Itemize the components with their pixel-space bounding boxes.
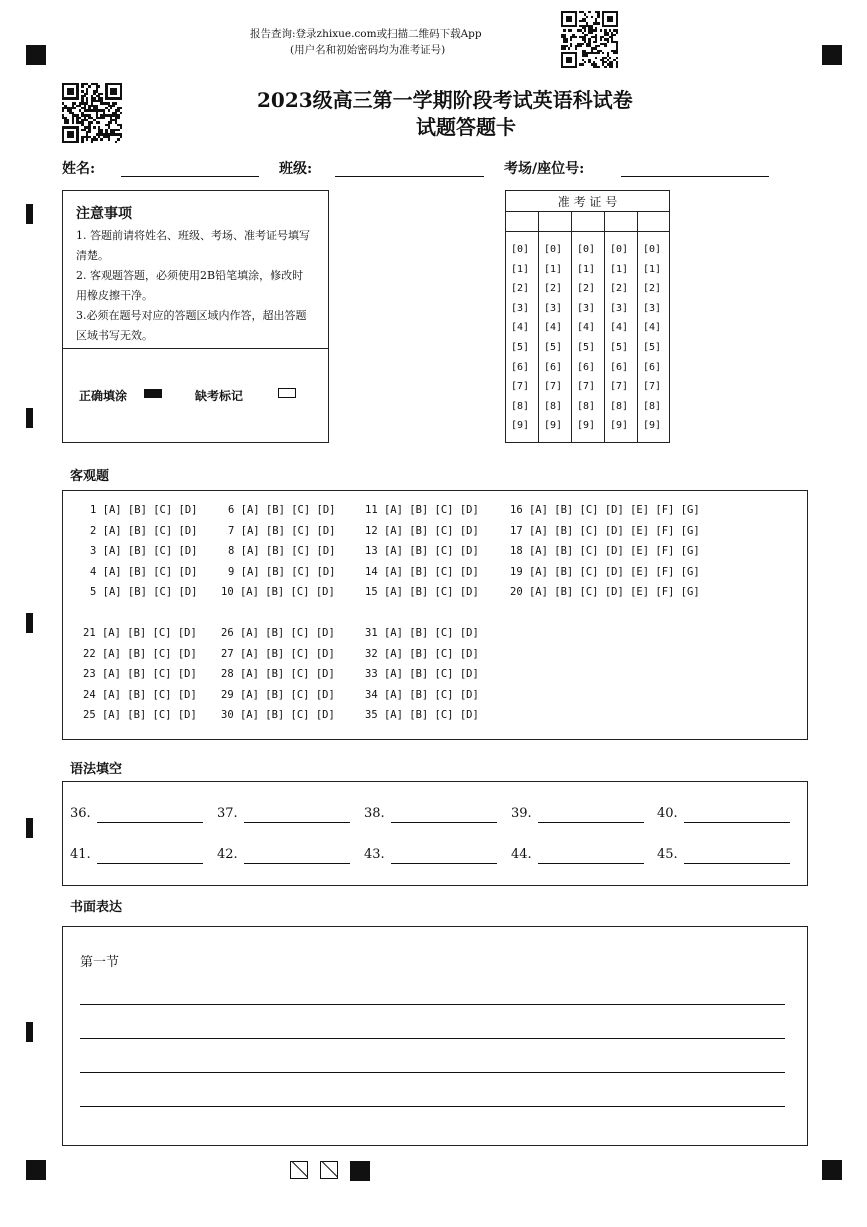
objective-question-row[interactable]: 24 [A] [B] [C] [D] (83, 688, 197, 701)
objective-question-row[interactable]: 8 [A] [B] [C] [D] (228, 545, 336, 558)
exam-id-digit-bubble[interactable]: [9] (577, 420, 596, 432)
exam-id-digit-bubble[interactable]: [9] (544, 420, 563, 432)
grammar-answer-line[interactable] (538, 863, 644, 864)
writing-line[interactable] (80, 1004, 785, 1005)
writing-section-label: 第一节 (80, 955, 120, 970)
grammar-question-number: 40. (657, 806, 678, 821)
exam-id-digit-bubble[interactable]: [9] (643, 420, 662, 432)
objective-question-row[interactable]: 35 [A] [B] [C] [D] (365, 709, 479, 722)
objective-question-row[interactable]: 4 [A] [B] [C] [D] (90, 565, 198, 578)
objective-question-row[interactable]: 12 [A] [B] [C] [D] (365, 524, 479, 537)
notice-item: 2. 客观题答题，必须使用2B铅笔填涂，修改时用橡皮擦干净。 (76, 269, 304, 302)
objective-question-row[interactable]: 30 [A] [B] [C] [D] (221, 709, 335, 722)
objective-box (62, 490, 808, 740)
objective-question-row[interactable]: 15 [A] [B] [C] [D] (365, 586, 479, 599)
exam-id-digit-bubble[interactable]: [4] (544, 322, 563, 334)
writing-line[interactable] (80, 1038, 785, 1039)
objective-question-row[interactable]: 25 [A] [B] [C] [D] (83, 709, 197, 722)
exam-id-digit-bubble[interactable]: [8] (577, 400, 596, 412)
exam-id-digit-bubble[interactable]: [7] (643, 381, 662, 393)
grammar-answer-line[interactable] (97, 822, 203, 823)
exam-id-digit-bubble[interactable]: [4] (610, 322, 629, 334)
exam-id-digit-bubble[interactable]: [4] (577, 322, 596, 334)
grammar-question-number: 41. (70, 847, 91, 862)
objective-question-row[interactable]: 6 [A] [B] [C] [D] (228, 504, 336, 516)
exam-id-digit-bubble[interactable]: [1] (643, 263, 662, 275)
grammar-answer-line[interactable] (538, 822, 644, 823)
grammar-question-number: 45. (657, 847, 678, 862)
objective-question-row[interactable]: 22 [A] [B] [C] [D] (83, 647, 197, 660)
exam-id-digit-bubble[interactable]: [9] (511, 420, 530, 432)
exam-id-digit-bubble[interactable]: [6] (610, 361, 629, 373)
side-mark-icon (26, 204, 33, 224)
exam-id-digit-bubble[interactable]: [6] (511, 361, 530, 373)
seat-field[interactable] (621, 176, 769, 177)
objective-question-row[interactable]: 13 [A] [B] [C] [D] (365, 545, 479, 558)
page-subtitle: 试题答题卡 (416, 115, 516, 139)
exam-id-digit-bubble[interactable]: [2] (643, 283, 662, 295)
exam-id-digit-bubble[interactable]: [7] (577, 381, 596, 393)
objective-question-row[interactable]: 18 [A] [B] [C] [D] [E] [F] [G] (510, 545, 700, 558)
objective-question-row[interactable]: 28 [A] [B] [C] [D] (221, 668, 335, 681)
objective-question-row[interactable]: 16 [A] [B] [C] [D] [E] [F] [G] (510, 504, 700, 516)
exam-id-digit-bubble[interactable]: [6] (544, 361, 563, 373)
exam-id-digit-bubble[interactable]: [3] (610, 302, 629, 314)
objective-question-row[interactable]: 20 [A] [B] [C] [D] [E] [F] [G] (510, 586, 700, 599)
exam-id-title: 准 考 证 号 (557, 195, 618, 209)
page-mark-slash-icon (290, 1161, 308, 1179)
page-title: 2023级高三第一学期阶段考试英语科试卷 (257, 88, 633, 112)
exam-id-digit-bubble[interactable]: [1] (544, 263, 563, 275)
objective-question-row[interactable]: 2 [A] [B] [C] [D] (90, 524, 198, 537)
notice-heading: 注意事项 (76, 206, 132, 222)
exam-id-digit-bubble[interactable]: [2] (577, 283, 596, 295)
exam-id-digit-bubble[interactable]: [6] (643, 361, 662, 373)
exam-id-column-divider (637, 211, 638, 442)
grammar-answer-line[interactable] (97, 863, 203, 864)
exam-id-digit-bubble[interactable]: [5] (544, 342, 563, 353)
writing-heading: 书面表达 (70, 900, 123, 915)
page-mark-filled-icon (350, 1161, 370, 1181)
objective-question-row[interactable]: 9 [A] [B] [C] [D] (228, 565, 336, 578)
absent-label: 缺考标记 (195, 389, 244, 403)
objective-question-row[interactable]: 21 [A] [B] [C] [D] (83, 627, 197, 639)
grammar-question-number: 36. (70, 806, 91, 821)
objective-question-row[interactable]: 31 [A] [B] [C] [D] (365, 627, 479, 639)
exam-id-digit-bubble[interactable]: [6] (577, 361, 596, 373)
exam-id-column-divider (571, 211, 572, 442)
notice-item: 1. 答题前请将姓名、班级、考场、准考证号填写清楚。 (76, 229, 310, 262)
exam-id-digit-bubble[interactable]: [0] (511, 244, 530, 255)
objective-question-row[interactable]: 23 [A] [B] [C] [D] (83, 668, 197, 681)
grammar-answer-line[interactable] (391, 863, 497, 864)
exam-id-digit-bubble[interactable]: [7] (544, 381, 563, 393)
seat-label: 考场/座位号: (504, 161, 585, 177)
notice-item: 3.必须在题号对应的答题区域内作答，超出答题区域书写无效。 (76, 309, 307, 342)
exam-id-digit-bubble[interactable]: [2] (511, 283, 530, 295)
objective-question-row[interactable]: 7 [A] [B] [C] [D] (228, 524, 336, 537)
notice-divider (63, 348, 328, 349)
page-mark-slash-icon (320, 1161, 338, 1179)
exam-id-digit-bubble[interactable]: [0] (577, 244, 596, 255)
grammar-box (62, 781, 808, 886)
correct-fill-label: 正确填涂 (79, 389, 128, 403)
grammar-answer-line[interactable] (244, 822, 350, 823)
exam-id-digit-bubble[interactable]: [2] (610, 283, 629, 295)
grammar-question-number: 38. (364, 806, 385, 821)
exam-id-digit-bubble[interactable]: [7] (511, 381, 530, 393)
exam-id-digit-bubble[interactable]: [0] (544, 244, 563, 255)
objective-question-row[interactable]: 26 [A] [B] [C] [D] (221, 627, 335, 639)
notice-box (62, 190, 329, 443)
objective-question-row[interactable]: 5 [A] [B] [C] [D] (90, 586, 198, 599)
side-mark-icon (26, 1022, 33, 1042)
grammar-question-number: 37. (217, 806, 238, 821)
writing-line[interactable] (80, 1106, 785, 1107)
qr-code-icon (62, 83, 122, 143)
grammar-answer-line[interactable] (391, 822, 497, 823)
exam-id-digit-bubble[interactable]: [1] (577, 263, 596, 275)
objective-question-row[interactable]: 33 [A] [B] [C] [D] (365, 668, 479, 681)
exam-id-box (505, 190, 670, 443)
objective-question-row[interactable]: 34 [A] [B] [C] [D] (365, 688, 479, 701)
correct-fill-sample-icon (144, 389, 162, 398)
exam-id-column-divider (604, 211, 605, 442)
objective-question-row[interactable]: 11 [A] [B] [C] [D] (365, 504, 479, 516)
objective-question-row[interactable]: 10 [A] [B] [C] [D] (221, 586, 335, 599)
grammar-answer-line[interactable] (244, 863, 350, 864)
objective-question-row[interactable]: 19 [A] [B] [C] [D] [E] [F] [G] (510, 565, 700, 578)
objective-question-row[interactable]: 3 [A] [B] [C] [D] (90, 545, 198, 558)
objective-question-row[interactable]: 1 [A] [B] [C] [D] (90, 504, 198, 516)
report-query-note: 报告查询:登录zhixue.com或扫描二维码下载App (250, 28, 482, 40)
objective-question-row[interactable]: 27 [A] [B] [C] [D] (221, 647, 335, 660)
name-label: 姓名: (62, 161, 96, 177)
exam-id-digit-bubble[interactable]: [4] (643, 322, 662, 334)
name-field[interactable] (121, 176, 259, 177)
grammar-answer-line[interactable] (684, 863, 790, 864)
exam-id-digit-bubble[interactable]: [5] (511, 342, 530, 353)
exam-id-digit-bubble[interactable]: [3] (643, 302, 662, 314)
credential-note: (用户名和初始密码均为准考证号) (290, 44, 446, 56)
exam-id-digit-bubble[interactable]: [5] (610, 342, 629, 353)
corner-mark-bottom-right-icon (822, 1160, 842, 1180)
exam-id-digit-bubble[interactable]: [8] (610, 400, 629, 412)
absent-mark-box[interactable] (278, 388, 296, 398)
class-label: 班级: (279, 161, 313, 177)
exam-id-digit-bubble[interactable]: [4] (511, 322, 530, 334)
grammar-question-number: 42. (217, 847, 238, 862)
objective-question-row[interactable]: 17 [A] [B] [C] [D] [E] [F] [G] (510, 524, 700, 537)
exam-id-digit-bubble[interactable]: [0] (610, 244, 629, 255)
objective-heading: 客观题 (70, 469, 110, 484)
qr-code-icon (561, 11, 618, 68)
class-field[interactable] (335, 176, 484, 177)
exam-id-column-divider (538, 211, 539, 442)
grammar-question-number: 43. (364, 847, 385, 862)
writing-box (62, 926, 808, 1146)
side-mark-icon (26, 818, 33, 838)
exam-id-digit-bubble[interactable]: [1] (610, 263, 629, 275)
side-mark-icon (26, 408, 33, 428)
grammar-question-number: 44. (511, 847, 532, 862)
exam-id-digit-bubble[interactable]: [5] (643, 342, 662, 353)
side-mark-icon (26, 613, 33, 633)
exam-id-digit-bubble[interactable]: [9] (610, 420, 629, 432)
exam-id-digit-bubble[interactable]: [3] (544, 302, 563, 314)
exam-id-digit-bubble[interactable]: [7] (610, 381, 629, 393)
objective-question-row[interactable]: 14 [A] [B] [C] [D] (365, 565, 479, 578)
exam-id-digit-bubble[interactable]: [8] (643, 400, 662, 412)
objective-question-row[interactable]: 29 [A] [B] [C] [D] (221, 688, 335, 701)
exam-id-digit-bubble[interactable]: [3] (577, 302, 596, 314)
corner-mark-top-left-icon (26, 45, 46, 65)
exam-id-digit-bubble[interactable]: [3] (511, 302, 530, 314)
grammar-question-number: 39. (511, 806, 532, 821)
corner-mark-bottom-left-icon (26, 1160, 46, 1180)
exam-id-digit-bubble[interactable]: [8] (544, 400, 563, 412)
corner-mark-top-right-icon (822, 45, 842, 65)
exam-id-digit-bubble[interactable]: [5] (577, 342, 596, 353)
grammar-heading: 语法填空 (70, 762, 123, 777)
objective-question-row[interactable]: 32 [A] [B] [C] [D] (365, 647, 479, 660)
exam-id-digit-bubble[interactable]: [8] (511, 400, 530, 412)
exam-id-digit-bubble[interactable]: [2] (544, 283, 563, 295)
exam-id-digit-bubble[interactable]: [0] (643, 244, 662, 255)
grammar-answer-line[interactable] (684, 822, 790, 823)
exam-id-digit-bubble[interactable]: [1] (511, 263, 530, 275)
writing-line[interactable] (80, 1072, 785, 1073)
